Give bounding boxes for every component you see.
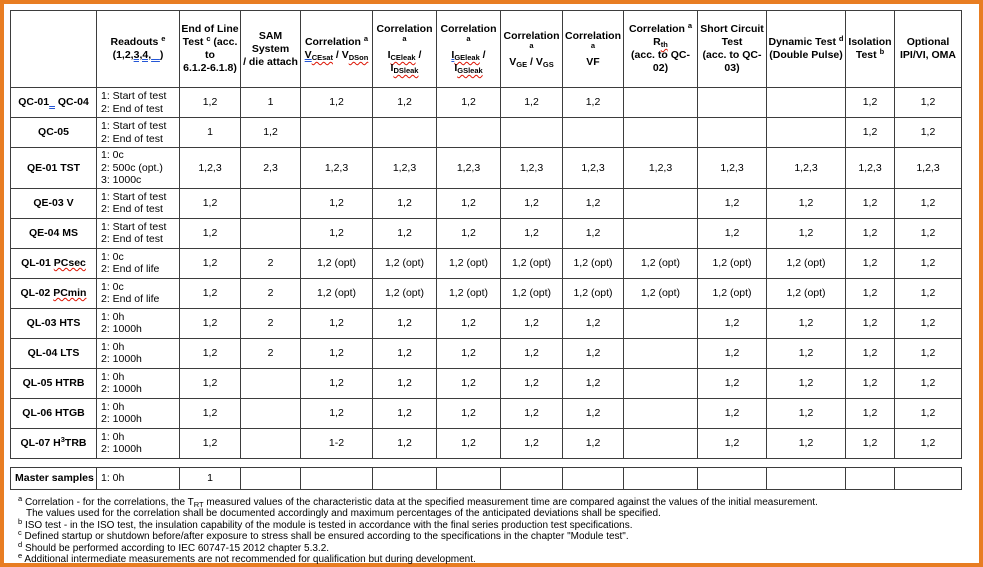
value-cell: 1,2 xyxy=(563,338,624,368)
value-cell: 1,2 (opt) xyxy=(767,248,846,278)
footnote: The values used for the correlation shall be documented accordingly and maximum percentages of the anticipated deviations shall be specified. xyxy=(26,508,661,519)
footnote: $^d$ Should be performed according to IEC 60747-15 2012 chapter 5.3.2. xyxy=(18,539,330,554)
value-cell: 1,2 xyxy=(767,338,846,368)
content-area xyxy=(4,4,979,566)
row-label: Master samples xyxy=(11,467,97,489)
row-label: QL-03 HTS xyxy=(11,308,97,338)
value-cell xyxy=(767,118,846,148)
value-cell xyxy=(241,218,301,248)
table-row xyxy=(11,88,962,118)
value-cell: 1,2 xyxy=(373,88,437,118)
value-cell xyxy=(698,88,767,118)
readouts-cell: 1: Start of test 2: End of test xyxy=(97,88,180,118)
value-cell: 1,2 xyxy=(501,88,563,118)
row-label: QL-06 HTGB xyxy=(11,398,97,428)
value-cell xyxy=(563,118,624,148)
row-label: QE-03 V xyxy=(11,188,97,218)
value-cell: 1,2 (opt) xyxy=(501,248,563,278)
table-row xyxy=(11,338,962,368)
value-cell: 1,2 (opt) xyxy=(301,248,373,278)
value-cell xyxy=(767,467,846,489)
value-cell: 1,2,3 xyxy=(373,148,437,189)
column-header-readouts: Readouts $^e$ (1,2,3,4, ) xyxy=(97,11,180,88)
value-cell xyxy=(895,467,962,489)
table-header xyxy=(11,11,962,88)
value-cell: 1 xyxy=(241,88,301,118)
value-cell xyxy=(437,467,501,489)
table-row xyxy=(11,368,962,398)
value-cell: 1,2 xyxy=(846,118,895,148)
value-cell: 1,2 xyxy=(501,398,563,428)
table-body xyxy=(11,88,962,459)
value-cell: 1,2 xyxy=(437,368,501,398)
footnote: $^a$ Correlation - for the correlations, the $T_{RT}$ measured values of the characteristic data at the specified measurement time are compared against the values of the initial measurement. xyxy=(18,493,818,509)
value-cell: 1,2 (opt) xyxy=(437,278,501,308)
value-cell: 1,2 xyxy=(895,88,962,118)
value-cell: 1,2 xyxy=(895,338,962,368)
value-cell: 1,2 xyxy=(180,338,241,368)
column-header-correlation-iceleak-idsleak: Correlation $^a$ $I_{CEleak} / I_{DSleak}$ xyxy=(373,11,437,88)
value-cell: 1,2 xyxy=(437,88,501,118)
value-cell: 2 xyxy=(241,308,301,338)
readouts-cell: 1: 0h 2: 1000h xyxy=(97,308,180,338)
value-cell: 1,2,3 xyxy=(437,148,501,189)
value-cell: 1,2 xyxy=(846,278,895,308)
value-cell xyxy=(301,118,373,148)
value-cell xyxy=(563,467,624,489)
value-cell: 1,2 xyxy=(563,188,624,218)
value-cell: 2 xyxy=(241,248,301,278)
table-row xyxy=(11,248,962,278)
value-cell: 1,2 xyxy=(846,88,895,118)
value-cell xyxy=(624,188,698,218)
value-cell: 1,2 xyxy=(501,368,563,398)
value-cell: 1,2 xyxy=(563,88,624,118)
qualification-test-table xyxy=(10,10,962,459)
value-cell: 1,2 xyxy=(767,428,846,458)
table-row xyxy=(11,398,962,428)
value-cell: 1,2 (opt) xyxy=(563,278,624,308)
value-cell: 1,2 xyxy=(301,188,373,218)
footnote: $^b$ ISO test - in the ISO test, the insulation capability of the module is tested in accordance with the final series production test specifications. xyxy=(18,516,633,531)
value-cell: 1,2 xyxy=(767,188,846,218)
value-cell: 1,2 xyxy=(698,428,767,458)
value-cell: 1,2 xyxy=(767,398,846,428)
value-cell: 1,2 xyxy=(846,218,895,248)
row-label: QL-05 HTRB xyxy=(11,368,97,398)
value-cell: 1,2,3 xyxy=(846,148,895,189)
value-cell: 1,2 (opt) xyxy=(767,278,846,308)
value-cell: 1 xyxy=(180,467,241,489)
column-header-isolation-test: Isolation Test $^b$ xyxy=(846,11,895,88)
value-cell: 1,2,3 xyxy=(563,148,624,189)
value-cell: 1 xyxy=(180,118,241,148)
value-cell: 1,2 xyxy=(698,188,767,218)
value-cell: 1,2 xyxy=(501,338,563,368)
value-cell: 1,2,3 xyxy=(698,148,767,189)
value-cell: 1,2 xyxy=(767,218,846,248)
column-header-end-of-line-test: End of Line Test $^c$ (acc. to 6.1.2-6.1.8) xyxy=(180,11,241,88)
value-cell: 1,2,3 xyxy=(301,148,373,189)
value-cell: 1,2 (opt) xyxy=(624,278,698,308)
table-row xyxy=(11,278,962,308)
value-cell xyxy=(373,118,437,148)
value-cell: 1,2 xyxy=(698,368,767,398)
value-cell: 1,2 xyxy=(563,398,624,428)
value-cell: 1,2 xyxy=(895,118,962,148)
readouts-cell: 1: Start of test 2: End of test xyxy=(97,188,180,218)
column-header-dynamic-test: Dynamic Test $^d$ (Double Pulse) xyxy=(767,11,846,88)
value-cell: 1,2 xyxy=(767,308,846,338)
value-cell: 1,2 xyxy=(698,308,767,338)
value-cell xyxy=(241,467,301,489)
value-cell xyxy=(698,118,767,148)
value-cell: 1,2,3 xyxy=(180,148,241,189)
column-header-correlation-vge-vgs: Correlation $^a$ $V_{GE} / V_{GS}$ xyxy=(501,11,563,88)
value-cell: 1,2 xyxy=(767,368,846,398)
value-cell: 1,2 xyxy=(895,398,962,428)
value-cell: 1,2 xyxy=(501,188,563,218)
value-cell xyxy=(373,467,437,489)
value-cell: 1,2 xyxy=(563,308,624,338)
value-cell: 1,2 xyxy=(698,398,767,428)
value-cell: 1,2 xyxy=(180,308,241,338)
value-cell: 1,2 (opt) xyxy=(698,248,767,278)
readouts-cell: 1: 0h 2: 1000h xyxy=(97,428,180,458)
value-cell: 1,2 xyxy=(846,398,895,428)
value-cell xyxy=(241,398,301,428)
value-cell: 1,2 xyxy=(301,88,373,118)
table-row xyxy=(11,118,962,148)
value-cell: 1,2 xyxy=(895,278,962,308)
row-label: QL-01 PCsec xyxy=(11,248,97,278)
value-cell: 1,2 xyxy=(501,308,563,338)
value-cell xyxy=(624,218,698,248)
value-cell: 1,2 (opt) xyxy=(563,248,624,278)
value-cell: 1,2 (opt) xyxy=(301,278,373,308)
value-cell: 1,2 xyxy=(895,248,962,278)
value-cell: 1,2 xyxy=(373,398,437,428)
value-cell: 1,2 xyxy=(501,218,563,248)
column-header-sam-system: SAM System / die attach xyxy=(241,11,301,88)
value-cell: 1,2 xyxy=(373,338,437,368)
readouts-cell: 1: 0h xyxy=(97,467,180,489)
column-header-correlation-vf: Correlation $^a$ VF xyxy=(563,11,624,88)
readouts-cell: 1: 0c 2: End of life xyxy=(97,248,180,278)
value-cell: 2 xyxy=(241,338,301,368)
value-cell: 1,2 xyxy=(846,368,895,398)
table-row xyxy=(11,308,962,338)
footnote: $^e$ Additional intermediate measurements are not recommended for qualification but during development. xyxy=(18,551,476,565)
value-cell: 1,2 xyxy=(373,308,437,338)
master-samples-table xyxy=(10,467,962,490)
value-cell: 1,2 xyxy=(180,248,241,278)
table-row xyxy=(11,148,962,189)
value-cell: 1,2 (opt) xyxy=(373,248,437,278)
value-cell: 1,2 xyxy=(895,218,962,248)
readouts-cell: 1: 0c 2: End of life xyxy=(97,278,180,308)
value-cell xyxy=(501,118,563,148)
value-cell: 1,2 xyxy=(301,368,373,398)
value-cell: 1,2 xyxy=(846,308,895,338)
value-cell xyxy=(437,118,501,148)
value-cell: 1,2 xyxy=(373,218,437,248)
value-cell: 1,2 xyxy=(895,188,962,218)
column-header-correlation-igeleak-igsleak: Correlation $^a$ $I_{GEleak} / I_{GSleak}$ xyxy=(437,11,501,88)
row-label: QL-07 $H^3TRB$ xyxy=(11,428,97,458)
value-cell: 1,2 xyxy=(437,398,501,428)
value-cell: 1,2 (opt) xyxy=(698,278,767,308)
value-cell: 1,2 xyxy=(180,218,241,248)
value-cell: 1,2,3 xyxy=(895,148,962,189)
value-cell: 1,2 xyxy=(241,118,301,148)
value-cell: 1,2 xyxy=(301,338,373,368)
value-cell: 1,2 xyxy=(698,218,767,248)
value-cell: 1,2 xyxy=(698,338,767,368)
value-cell: 1,2 (opt) xyxy=(373,278,437,308)
value-cell xyxy=(767,88,846,118)
value-cell: 1-2 xyxy=(301,428,373,458)
value-cell xyxy=(624,428,698,458)
value-cell xyxy=(624,338,698,368)
column-header-optional-ipi-vi-oma: Optional IPI/VI, OMA xyxy=(895,11,962,88)
value-cell: 2,3 xyxy=(241,148,301,189)
readouts-cell: 1: 0c 2: 500c (opt.) 3: 1000c xyxy=(97,148,180,189)
value-cell: 1,2 xyxy=(895,308,962,338)
value-cell: 1,2 xyxy=(846,248,895,278)
value-cell: 1,2 (opt) xyxy=(501,278,563,308)
value-cell: 1,2 xyxy=(301,218,373,248)
column-header-correlation-rth: Correlation $^a$ $R_{th}$ (acc. to QC-02) xyxy=(624,11,698,88)
value-cell xyxy=(624,368,698,398)
readouts-cell: 1: 0h 2: 1000h xyxy=(97,398,180,428)
value-cell: 1,2 xyxy=(563,368,624,398)
value-cell: 1,2 xyxy=(563,428,624,458)
readouts-cell: 1: Start of test 2: End of test xyxy=(97,118,180,148)
value-cell: 1,2 (opt) xyxy=(437,248,501,278)
value-cell xyxy=(624,467,698,489)
footnotes xyxy=(10,493,974,566)
value-cell: 2 xyxy=(241,278,301,308)
value-cell: 1,2 (opt) xyxy=(624,248,698,278)
value-cell xyxy=(624,398,698,428)
row-label: QL-04 LTS xyxy=(11,338,97,368)
value-cell: 1,2 xyxy=(180,88,241,118)
row-label: QL-02 PCmin xyxy=(11,278,97,308)
value-cell xyxy=(241,428,301,458)
value-cell: 1,2,3 xyxy=(501,148,563,189)
value-cell xyxy=(501,467,563,489)
row-label: QC-05 xyxy=(11,118,97,148)
readouts-cell: 1: Start of test 2: End of test xyxy=(97,218,180,248)
value-cell: 1,2 xyxy=(437,188,501,218)
value-cell: 1,2 xyxy=(373,368,437,398)
value-cell: 1,2 xyxy=(563,218,624,248)
table-row xyxy=(11,467,962,489)
value-cell xyxy=(624,118,698,148)
value-cell: 1,2 xyxy=(437,338,501,368)
value-cell: 1,2,3 xyxy=(767,148,846,189)
table-row xyxy=(11,428,962,458)
value-cell: 1,2 xyxy=(895,428,962,458)
value-cell: 1,2 xyxy=(180,398,241,428)
row-label: QC-01 QC-04 xyxy=(11,88,97,118)
row-label: QE-04 MS xyxy=(11,218,97,248)
column-header-correlation-vcesat-vdson: Correlation $^a$ $V_{CEsat} / V_{DSon}$ xyxy=(301,11,373,88)
readouts-cell: 1: 0h 2: 1000h xyxy=(97,368,180,398)
value-cell: 1,2 xyxy=(301,398,373,428)
readouts-cell: 1: 0h 2: 1000h xyxy=(97,338,180,368)
value-cell: 1,2 xyxy=(437,218,501,248)
value-cell: 1,2 xyxy=(437,308,501,338)
value-cell: 1,2 xyxy=(180,278,241,308)
value-cell: 1,2,3 xyxy=(624,148,698,189)
value-cell xyxy=(241,188,301,218)
value-cell xyxy=(301,467,373,489)
header-row xyxy=(11,11,962,88)
master-table-body xyxy=(11,467,962,489)
column-header-short-circuit-test: Short Circuit Test (acc. to QC-03) xyxy=(698,11,767,88)
table-row xyxy=(11,188,962,218)
value-cell: 1,2 xyxy=(301,308,373,338)
row-label: QE-01 TST xyxy=(11,148,97,189)
value-cell xyxy=(698,467,767,489)
value-cell: 1,2 xyxy=(895,368,962,398)
value-cell: 1,2 xyxy=(180,368,241,398)
column-header-row-label xyxy=(11,11,97,88)
value-cell: 1,2 xyxy=(501,428,563,458)
value-cell: 1,2 xyxy=(180,428,241,458)
value-cell: 1,2 xyxy=(373,188,437,218)
value-cell xyxy=(624,308,698,338)
value-cell xyxy=(624,88,698,118)
value-cell: 1,2 xyxy=(846,188,895,218)
footnote: $^c$ Defined startup or shutdown before/after exposure to stress shall be ensured according to the specifications in the chapter "Module test". xyxy=(18,528,629,542)
value-cell xyxy=(241,368,301,398)
value-cell: 1,2 xyxy=(846,338,895,368)
value-cell: 1,2 xyxy=(846,428,895,458)
value-cell: 1,2 xyxy=(373,428,437,458)
table-row xyxy=(11,218,962,248)
value-cell xyxy=(846,467,895,489)
value-cell: 1,2 xyxy=(180,188,241,218)
value-cell: 1,2 xyxy=(437,428,501,458)
